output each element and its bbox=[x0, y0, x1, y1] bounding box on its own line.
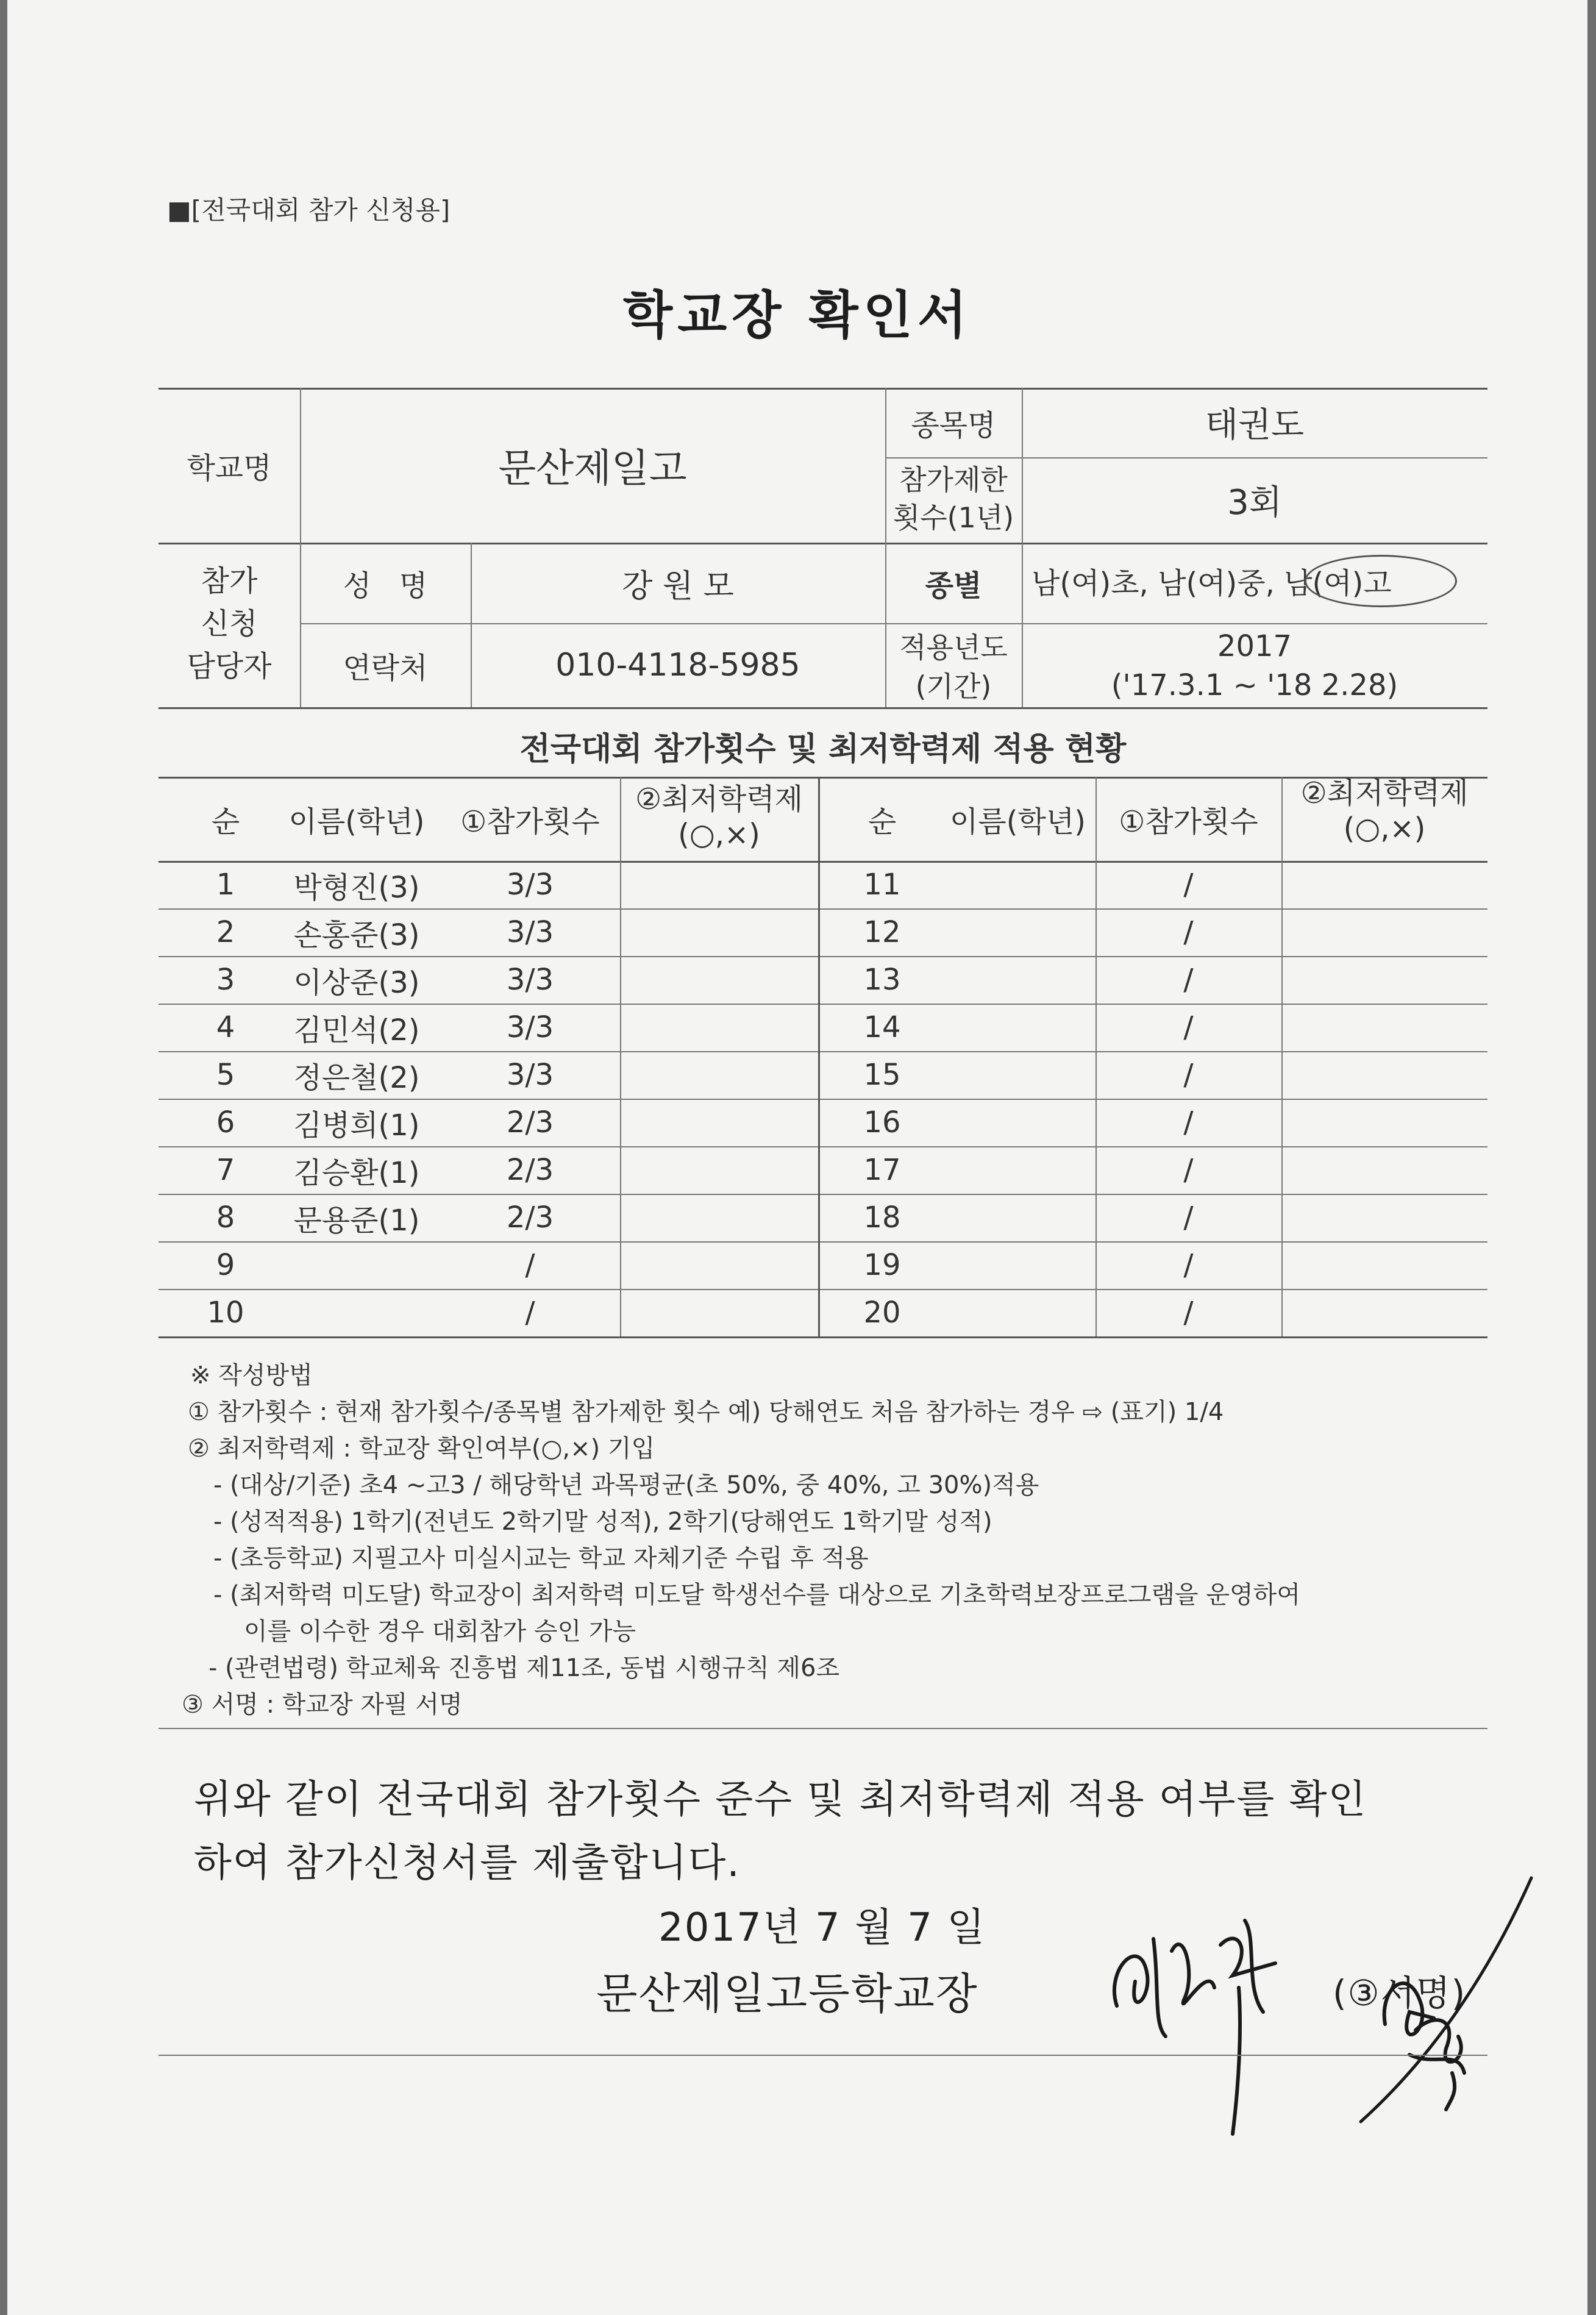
note-line: - (초등학교) 지필고사 미실시교는 학교 자체기준 수립 후 적용 bbox=[213, 1544, 869, 1572]
table-row-name bbox=[940, 1289, 1095, 1336]
year-label: 적용년도 (기간) bbox=[899, 631, 1008, 703]
table-row-name bbox=[940, 1099, 1095, 1146]
col-min-left: ②최저학력제 (○,×) bbox=[635, 782, 803, 852]
table-row-count: 2/3 bbox=[506, 1105, 554, 1140]
table-row-no: 5 bbox=[216, 1058, 235, 1092]
table-row-no: 11 bbox=[863, 868, 901, 902]
page-title: 학교장 확인서 bbox=[622, 285, 972, 345]
table-row-count: / bbox=[1183, 915, 1194, 949]
table-row-no: 10 bbox=[207, 1296, 244, 1330]
table-row-count: 3/3 bbox=[506, 868, 554, 902]
note-line: ③ 서명 : 학교장 자필 서명 bbox=[182, 1691, 463, 1719]
table-row-no: 4 bbox=[216, 1010, 235, 1044]
note-line: - (대상/기준) 초4 ~고3 / 해당학년 과목평균(초 50%, 중 40%, 고 30%)적용 bbox=[213, 1471, 1039, 1499]
table-row-no: 1 bbox=[216, 868, 235, 902]
table-row-no: 17 bbox=[863, 1153, 901, 1187]
table-row-name: 김병희(1) bbox=[293, 1108, 420, 1143]
table-row-no: 20 bbox=[863, 1296, 901, 1330]
table-row-name: 문용준(1) bbox=[293, 1203, 420, 1238]
table-row-count: / bbox=[1183, 963, 1194, 997]
table-row-no: 3 bbox=[216, 963, 235, 997]
col-no-right: 순 bbox=[867, 804, 897, 839]
table-row-count: / bbox=[1183, 1200, 1194, 1235]
table-row-no: 8 bbox=[216, 1200, 235, 1235]
category-circle-mark bbox=[1305, 555, 1457, 607]
table-row-name: 이상준(3) bbox=[293, 965, 420, 1000]
principal-name: 문산제일고등학교장 bbox=[596, 1969, 978, 2019]
table-row-count: / bbox=[1183, 1153, 1194, 1187]
table-row-no: 6 bbox=[216, 1105, 235, 1140]
table-row-count: / bbox=[525, 1248, 535, 1282]
sign-label: (③서명) bbox=[1333, 1972, 1467, 2014]
table-row-name bbox=[280, 1241, 433, 1289]
table-row-no: 14 bbox=[863, 1010, 901, 1044]
table-row-count: 3/3 bbox=[506, 1058, 554, 1092]
table-row-no: 13 bbox=[863, 963, 901, 997]
declaration-line-1: 위와 같이 전국대회 참가횟수 준수 및 최저학력제 적용 여부를 확인 bbox=[194, 1777, 1367, 1822]
note-line: - (관련법령) 학교체육 진흥법 제11조, 동법 시행규칙 제6조 bbox=[208, 1654, 840, 1682]
school-value: 문산제일고 bbox=[498, 446, 687, 491]
table-row-no: 15 bbox=[863, 1058, 901, 1092]
note-line: - (최저학력 미도달) 학교장이 최저학력 미도달 학생선수를 대상으로 기초학력보장프로그램을 운영하여 bbox=[213, 1581, 1300, 1609]
col-count-left: ①참가횟수 bbox=[460, 804, 600, 839]
table-row-no: 19 bbox=[863, 1248, 901, 1282]
col-count-right: ①참가횟수 bbox=[1119, 804, 1258, 839]
table-row-count: / bbox=[1183, 1058, 1194, 1092]
table-row-name: 정은철(2) bbox=[293, 1060, 420, 1095]
school-label: 학교명 bbox=[187, 451, 272, 485]
notes-heading: ※ 작성방법 bbox=[190, 1361, 313, 1389]
table-row-count: / bbox=[1183, 1010, 1194, 1044]
name-label: 성 명 bbox=[343, 568, 428, 603]
table-row-name bbox=[280, 1289, 433, 1336]
table-row-no: 2 bbox=[216, 915, 235, 949]
table-row-name bbox=[940, 861, 1095, 908]
note-line: ① 참가횟수 : 현재 참가횟수/종목별 참가제한 횟수 예) 당해연도 처음 참가하는 경우 ⇨ (표기) 1/4 bbox=[188, 1398, 1224, 1426]
status-title: 전국대회 참가횟수 및 최저학력제 적용 현황 bbox=[519, 731, 1127, 768]
table-row-count: / bbox=[1183, 1296, 1194, 1330]
table-row-no: 16 bbox=[863, 1105, 901, 1140]
table-row-count: / bbox=[1183, 1105, 1194, 1140]
note-line: ② 최저학력제 : 학교장 확인여부(○,×) 기입 bbox=[188, 1435, 655, 1463]
category-label: 종별 bbox=[925, 568, 982, 603]
table-row-name: 박형진(3) bbox=[293, 870, 420, 905]
table-row-no: 12 bbox=[863, 915, 901, 949]
table-row-name bbox=[940, 1194, 1095, 1241]
table-row-no: 18 bbox=[863, 1200, 901, 1235]
col-name-right: 이름(학년) bbox=[950, 804, 1086, 839]
table-row-name: 김민석(2) bbox=[293, 1013, 420, 1047]
form-tag: ■[전국대회 참가 신청용] bbox=[167, 195, 451, 225]
col-name-left: 이름(학년) bbox=[288, 804, 425, 839]
event-value: 태권도 bbox=[1205, 405, 1305, 445]
event-label: 종목명 bbox=[911, 408, 996, 443]
table-row-name bbox=[940, 908, 1095, 956]
col-min-right: ②최저학력제 (○,×) bbox=[1300, 776, 1469, 846]
handwritten-signature bbox=[1092, 1866, 1556, 2158]
contact-value: 010-4118-5985 bbox=[555, 647, 800, 683]
table-row-count: 3/3 bbox=[506, 915, 554, 949]
note-line: - (성적적용) 1학기(전년도 2학기말 성적), 2학기(당해연도 1학기말 성적) bbox=[213, 1508, 992, 1536]
declaration-date: 2017년 7 월 7 일 bbox=[658, 1905, 986, 1950]
table-row-count: 2/3 bbox=[506, 1200, 554, 1235]
table-row-name bbox=[940, 1051, 1095, 1099]
table-row-count: 3/3 bbox=[506, 963, 554, 997]
table-row-count: / bbox=[525, 1296, 535, 1330]
table-row-count: 3/3 bbox=[506, 1010, 554, 1044]
document-page bbox=[7, 0, 1587, 2315]
table-row-name bbox=[940, 956, 1095, 1004]
table-row-no: 7 bbox=[216, 1153, 235, 1187]
applicant-label: 참가 신청 담당자 bbox=[187, 564, 272, 683]
year-value: 2017 ('17.3.1 ~ '18 2.28) bbox=[1111, 629, 1398, 702]
table-row-name bbox=[940, 1241, 1095, 1289]
table-row-count: / bbox=[1183, 868, 1194, 902]
table-row-name bbox=[940, 1146, 1095, 1194]
name-value: 강 원 모 bbox=[622, 568, 734, 605]
limit-label: 참가제한 횟수(1년) bbox=[892, 463, 1014, 534]
category-value: 남(여)초, 남(여)중, 남(여)고 bbox=[1031, 566, 1392, 601]
limit-value: 3회 bbox=[1227, 483, 1282, 523]
table-row-name: 손홍준(3) bbox=[293, 918, 420, 952]
table-row-name bbox=[940, 1004, 1095, 1051]
declaration-line-2: 하여 참가신청서를 제출합니다. bbox=[194, 1841, 741, 1886]
table-row-no: 9 bbox=[216, 1248, 235, 1282]
col-no-left: 순 bbox=[211, 804, 240, 839]
note-line: 이를 이수한 경우 대회참가 승인 가능 bbox=[244, 1618, 636, 1646]
table-row-count: 2/3 bbox=[506, 1153, 554, 1187]
contact-label: 연락처 bbox=[343, 651, 428, 685]
table-row-count: / bbox=[1183, 1248, 1194, 1282]
table-row-name: 김승환(1) bbox=[293, 1155, 420, 1190]
